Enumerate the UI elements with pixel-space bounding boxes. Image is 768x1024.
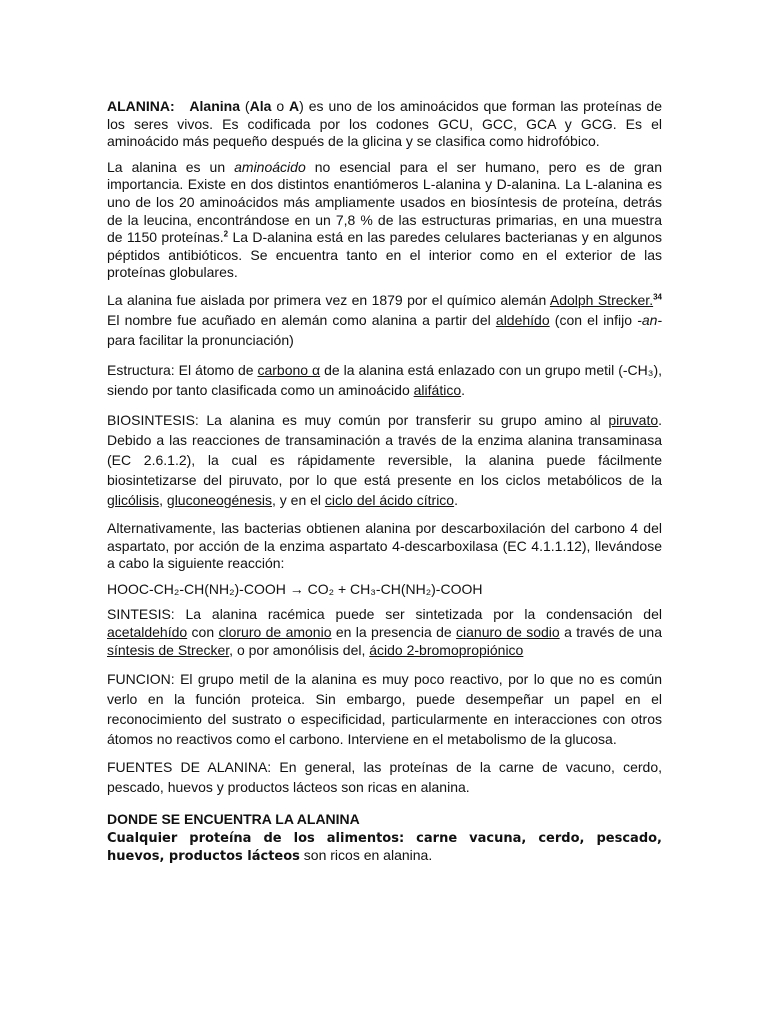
text: Estructura: El átomo de <box>107 361 254 378</box>
text: SINTESIS: La alanina racémica puede ser sintetizada por la condensación del <box>107 606 662 623</box>
text: (con el infijo <box>554 311 632 328</box>
alanina-term: Alanina <box>189 98 240 114</box>
title-term: ALANINA: <box>107 98 175 114</box>
paragraph-fuentes <box>107 757 662 797</box>
paragraph-structure <box>107 360 662 400</box>
reaction-equation <box>107 581 662 599</box>
text: ( <box>244 98 250 114</box>
text: , y en el <box>272 491 322 508</box>
text: ) es uno de los aminoácidos que forman las proteínas de los seres vivos. Es codificada por los codones GCU, GCC, GCA y GCG. Es el aminoácido más pequeño después de la glicina y se clasifica como hidrofóbico. <box>107 98 663 150</box>
text: o <box>276 98 285 114</box>
text: FUENTES DE ALANINA: En general, las proteínas de la carne de vacuno, cerdo, pescado, huevos y productos lácteos son ricas en alanina. <box>107 759 662 796</box>
text: no esencial para el ser humano, pero es de gran importancia. Existe en dos distintos enantiómeros L-alanina y D-alanina. La L-alanina es uno de los 20 aminoácidos más ampliamente usados en biosíntesis de proteína, detrás de la leucina, encontrándose en un 7,8 % de las estructuras primarias, en una muestra de 1150 proteínas. <box>107 158 662 246</box>
footnote-ref: 2 <box>223 229 229 239</box>
text: , <box>159 491 164 508</box>
ala-term: Ala <box>249 98 272 114</box>
text: a través de una <box>564 623 662 640</box>
a-term: A <box>289 98 300 114</box>
link-piruvato[interactable]: piruvato <box>608 411 659 428</box>
paragraph-sintesis <box>107 606 662 659</box>
text: La D-alanina está en las paredes celulares bacterianas y en algunos péptidos antibióticos. Se encuentra tanto en el interior como en el exterior de las proteínas globulares. <box>107 229 663 281</box>
text: . <box>454 491 458 508</box>
link-aldehido[interactable]: aldehído <box>495 311 550 328</box>
text: Alternativamente, las bacterias obtienen alanina por descarboxilación del carbono 4 del aspartato, por acción de la enzima aspartato 4-descarboxilasa (EC 4.1.1.12), llevándose a cabo la siguiente reacción: <box>107 519 662 572</box>
link-cloruro-de-amonio[interactable]: cloruro de amonio <box>218 623 332 640</box>
text: en la presencia de <box>335 623 452 640</box>
text: para facilitar la pronunciación) <box>107 331 294 348</box>
bold-text: Cualquier proteína de los alimentos: carne vacuna, cerdo, pescado, huevos, productos lácteos <box>107 830 662 865</box>
text: La alanina es un <box>107 158 226 175</box>
text: son ricos en alanina. <box>303 847 433 864</box>
paragraph-alternativamente <box>107 520 662 573</box>
paragraph-history <box>107 290 662 350</box>
text: BIOSINTESIS: La alanina es muy común por transferir su grupo amino al <box>107 411 601 428</box>
paragraph-funcion <box>107 669 662 749</box>
link-glicolisis[interactable]: glicólisis <box>107 491 160 508</box>
text: El nombre fue acuñado en alemán como alanina a partir del <box>107 311 491 328</box>
link-ciclo-acido-citrico[interactable]: ciclo del ácido cítrico <box>324 491 455 508</box>
reaction-text: HOOC-CH₂-CH(NH₂)-COOH → CO₂ + CH₃-CH(NH₂)-COOH <box>107 580 483 597</box>
paragraph-donde <box>107 829 662 866</box>
aminoacido-term: aminoácido <box>234 158 306 175</box>
footnote-ref: 34 <box>653 292 662 302</box>
link-carbono-alfa[interactable]: carbono α <box>257 361 321 378</box>
link-gluconeogenesis[interactable]: gluconeogénesis <box>166 491 272 508</box>
link-acetaldehido[interactable]: acetaldehído <box>107 623 188 640</box>
document-body <box>107 98 662 874</box>
text: FUNCION: El grupo metil de la alanina es muy poco reactivo, por lo que no es común verlo en la función proteica. Sin embargo, puede desempeñar un papel en el reconocimiento del sustrato o especificidad, particularmente en interacciones con otros átomos no reactivos como el carbono. Interviene en el metabolismo de la glucosa. <box>107 671 662 748</box>
text: con <box>191 623 215 640</box>
paragraph-description <box>107 159 662 282</box>
text: . <box>461 381 465 398</box>
text: , o por amonólisis del, <box>229 641 366 658</box>
paragraph-biosintesis <box>107 410 662 510</box>
link-sintesis-de-strecker[interactable]: síntesis de Strecker <box>107 641 230 658</box>
paragraph-intro <box>107 98 662 151</box>
section-heading: DONDE SE ENCUENTRA LA ALANINA <box>107 811 360 828</box>
link-alifatico[interactable]: alifático <box>413 381 462 398</box>
text: de la alanina está enlazado con un grupo metil (-CH₃), siendo por tanto clasificada como un aminoácido <box>107 361 662 398</box>
text: La alanina fue aislada por primera vez en 1879 por el químico alemán <box>107 291 547 308</box>
link-cianuro-de-sodio[interactable]: cianuro de sodio <box>456 623 560 640</box>
link-adolph-strecker[interactable]: Adolph Strecker. <box>549 291 654 308</box>
text: . Debido a las reacciones de transaminación a través de la enzima alanina transaminasa (EC 2.6.1.2), la cual es rápidamente reversible, la alanina puede fácilmente biosintetizarse del piruvato, por lo que está presente en los ciclos metabólicos de la <box>107 411 663 488</box>
link-acido-2-bromopropionico[interactable]: ácido 2-bromopropiónico <box>369 641 524 658</box>
infix-term: -an- <box>637 311 663 328</box>
